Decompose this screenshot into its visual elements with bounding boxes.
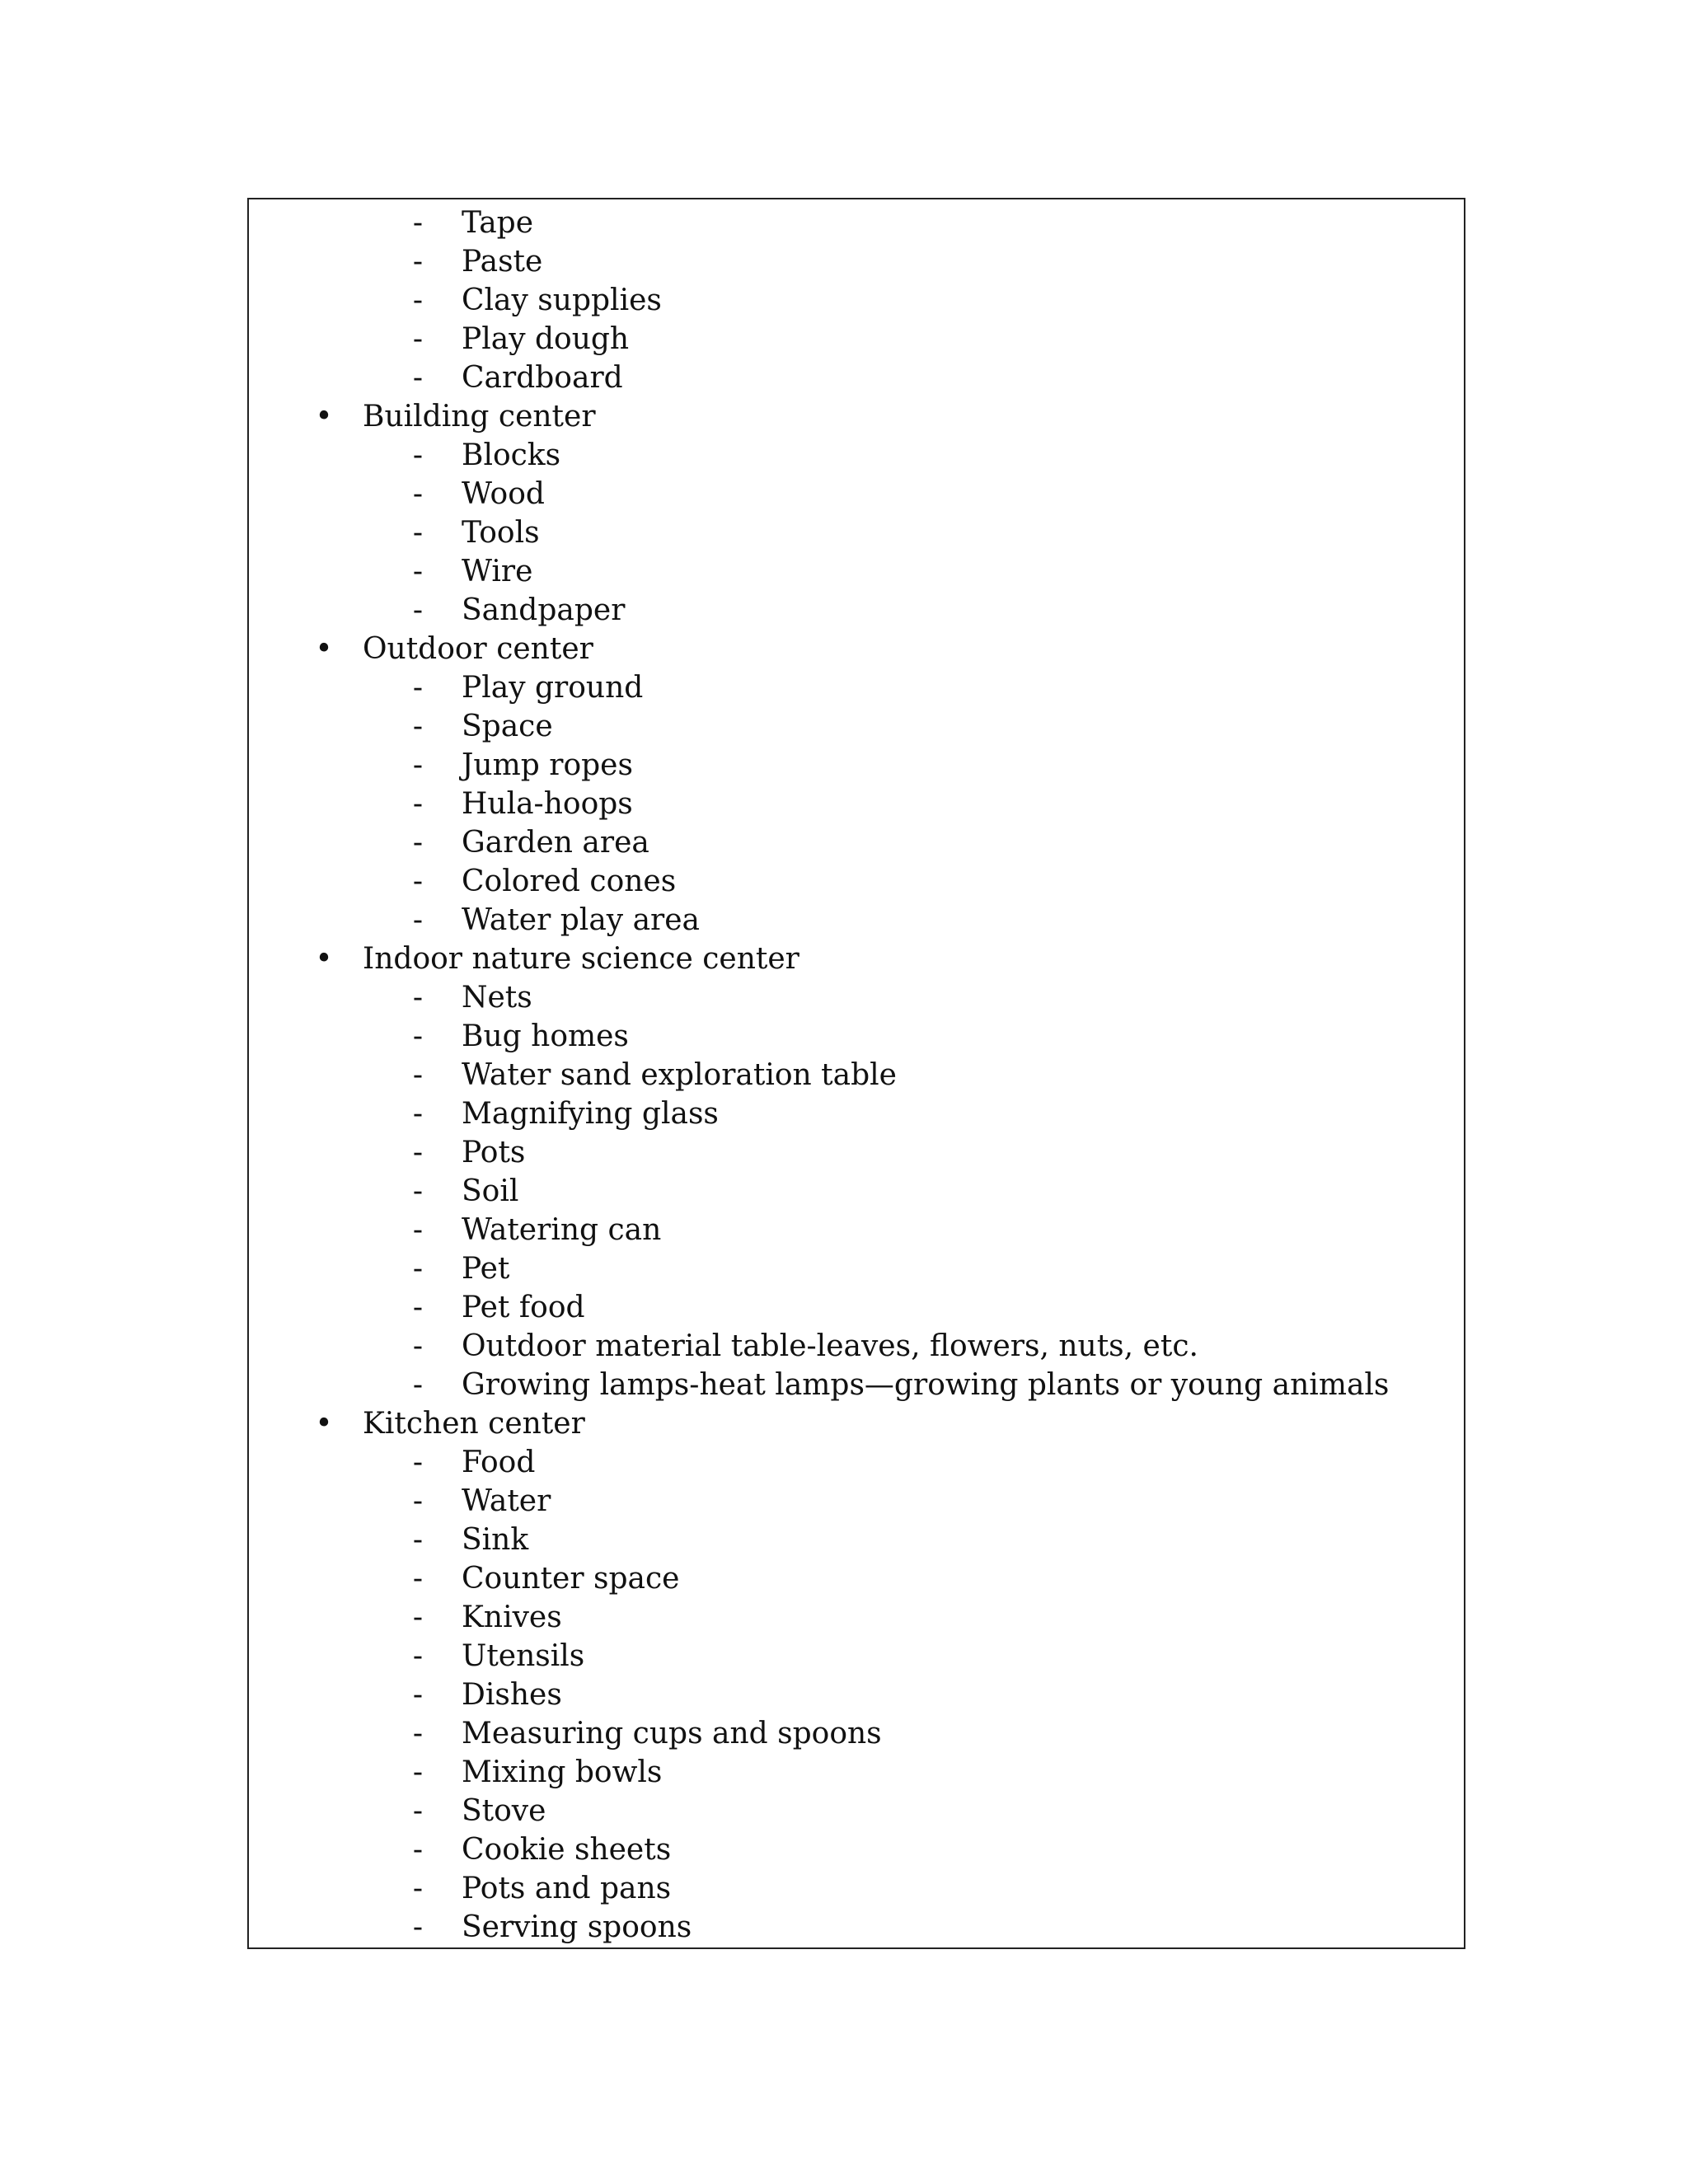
dash-marker: - bbox=[412, 361, 424, 395]
supply-list-item bbox=[249, 1521, 1464, 1559]
supply-item-text: Wire bbox=[462, 555, 533, 588]
center-heading-item bbox=[249, 1404, 1464, 1443]
dash-marker: - bbox=[412, 1213, 424, 1247]
dash-marker: - bbox=[412, 1562, 424, 1596]
dash-marker: - bbox=[412, 1794, 424, 1828]
supply-list-item bbox=[249, 204, 1464, 242]
center-heading-text: Outdoor center bbox=[363, 632, 593, 666]
dash-marker: - bbox=[412, 981, 424, 1015]
supply-item-text: Dishes bbox=[462, 1678, 562, 1712]
dash-marker: - bbox=[412, 1523, 424, 1557]
supply-item-text: Sink bbox=[462, 1523, 529, 1557]
supply-item-text: Pet bbox=[462, 1252, 510, 1286]
center-heading-item bbox=[249, 630, 1464, 668]
dash-marker: - bbox=[412, 1717, 424, 1750]
supply-list-item bbox=[249, 1249, 1464, 1288]
supply-list-item bbox=[249, 1133, 1464, 1172]
supply-list-item bbox=[249, 1327, 1464, 1366]
dash-marker: - bbox=[412, 322, 424, 356]
dash-marker: - bbox=[412, 1252, 424, 1286]
supply-list-item bbox=[249, 552, 1464, 591]
supply-item-text: Growing lamps-heat lamps—growing plants or young animals bbox=[462, 1368, 1390, 1402]
supply-item-text: Tools bbox=[462, 516, 540, 550]
supply-list-item bbox=[249, 862, 1464, 901]
dash-marker: - bbox=[412, 438, 424, 472]
supply-list-item bbox=[249, 1443, 1464, 1482]
dash-marker: - bbox=[412, 477, 424, 511]
dash-marker: - bbox=[412, 787, 424, 821]
supply-list-item bbox=[249, 1172, 1464, 1211]
dash-marker: - bbox=[412, 826, 424, 860]
dash-marker: - bbox=[412, 284, 424, 317]
supply-list-item bbox=[249, 707, 1464, 746]
supply-item-text: Play dough bbox=[462, 322, 630, 356]
dash-marker: - bbox=[412, 555, 424, 588]
supply-item-text: Cardboard bbox=[462, 361, 623, 395]
supply-item-text: Utensils bbox=[462, 1639, 585, 1673]
dash-marker: - bbox=[412, 1833, 424, 1867]
supply-item-text: Nets bbox=[462, 981, 532, 1015]
supply-list-item bbox=[249, 242, 1464, 281]
supply-item-text: Clay supplies bbox=[462, 284, 662, 317]
supply-item-text: Space bbox=[462, 710, 553, 743]
supply-list-item bbox=[249, 1211, 1464, 1249]
dash-marker: - bbox=[412, 1872, 424, 1905]
supply-item-text: Paste bbox=[462, 245, 543, 279]
dash-marker: - bbox=[412, 1136, 424, 1169]
supply-item-text: Play ground bbox=[462, 671, 644, 705]
supply-list-item bbox=[249, 668, 1464, 707]
dash-marker: - bbox=[412, 1446, 424, 1479]
supply-item-text: Pots bbox=[462, 1136, 526, 1169]
supply-list-item bbox=[249, 785, 1464, 823]
dash-marker: - bbox=[412, 1601, 424, 1634]
center-heading-text: Kitchen center bbox=[363, 1407, 585, 1441]
dash-marker: - bbox=[412, 516, 424, 550]
supply-item-text: Food bbox=[462, 1446, 536, 1479]
dash-marker: - bbox=[412, 865, 424, 898]
supply-list-item bbox=[249, 1094, 1464, 1133]
supply-item-text: Serving spoons bbox=[462, 1910, 692, 1944]
supply-item-text: Hula-hoops bbox=[462, 787, 633, 821]
dash-marker: - bbox=[412, 748, 424, 782]
supply-list-item bbox=[249, 1637, 1464, 1675]
supply-list-item bbox=[249, 746, 1464, 785]
supply-list-item bbox=[249, 1559, 1464, 1598]
bordered-list-box bbox=[247, 198, 1465, 1949]
dash-marker: - bbox=[412, 206, 424, 240]
bullet-marker: • bbox=[315, 942, 333, 976]
supply-list-item bbox=[249, 1598, 1464, 1637]
supply-list-item bbox=[249, 513, 1464, 552]
supply-list-item bbox=[249, 1830, 1464, 1869]
supply-list-item bbox=[249, 1675, 1464, 1714]
supply-item-text: Garden area bbox=[462, 826, 649, 860]
dash-marker: - bbox=[412, 1097, 424, 1131]
supply-list-item bbox=[249, 1366, 1464, 1404]
supply-list-item bbox=[249, 1753, 1464, 1792]
supply-item-text: Soil bbox=[462, 1174, 519, 1208]
supply-item-text: Watering can bbox=[462, 1213, 662, 1247]
supply-item-text: Counter space bbox=[462, 1562, 680, 1596]
supply-list-item bbox=[249, 320, 1464, 359]
dash-marker: - bbox=[412, 1484, 424, 1518]
supply-item-text: Bug homes bbox=[462, 1019, 629, 1053]
supply-list-item bbox=[249, 978, 1464, 1017]
dash-marker: - bbox=[412, 1755, 424, 1789]
supply-list-item bbox=[249, 823, 1464, 862]
supply-item-text: Blocks bbox=[462, 438, 561, 472]
dash-marker: - bbox=[412, 1019, 424, 1053]
supply-list-item bbox=[249, 591, 1464, 630]
dash-marker: - bbox=[412, 1329, 424, 1363]
dash-marker: - bbox=[412, 1058, 424, 1092]
supply-item-text: Colored cones bbox=[462, 865, 677, 898]
supply-item-text: Water play area bbox=[462, 903, 701, 937]
supply-item-text: Jump ropes bbox=[462, 748, 633, 782]
supply-list-item bbox=[249, 359, 1464, 397]
supply-list-item bbox=[249, 1714, 1464, 1753]
supply-item-text: Magnifying glass bbox=[462, 1097, 719, 1131]
dash-marker: - bbox=[412, 1368, 424, 1402]
center-heading-item bbox=[249, 940, 1464, 978]
bullet-marker: • bbox=[315, 400, 333, 434]
dash-marker: - bbox=[412, 1291, 424, 1324]
supply-item-text: Tape bbox=[462, 206, 534, 240]
dash-marker: - bbox=[412, 710, 424, 743]
supply-list-item bbox=[249, 901, 1464, 940]
dash-marker: - bbox=[412, 1910, 424, 1944]
supply-list-item bbox=[249, 1288, 1464, 1327]
dash-marker: - bbox=[412, 1639, 424, 1673]
supply-list-item bbox=[249, 1017, 1464, 1056]
supply-list-item bbox=[249, 1869, 1464, 1908]
dash-marker: - bbox=[412, 1678, 424, 1712]
supply-item-text: Cookie sheets bbox=[462, 1833, 672, 1867]
supply-item-text: Stove bbox=[462, 1794, 546, 1828]
supply-item-text: Sandpaper bbox=[462, 593, 626, 627]
supply-list-item bbox=[249, 1482, 1464, 1521]
dash-marker: - bbox=[412, 1174, 424, 1208]
bullet-marker: • bbox=[315, 1407, 333, 1441]
supply-item-text: Pet food bbox=[462, 1291, 585, 1324]
dash-marker: - bbox=[412, 671, 424, 705]
supply-list-item bbox=[249, 281, 1464, 320]
supply-item-text: Measuring cups and spoons bbox=[462, 1717, 882, 1750]
materials-list bbox=[249, 204, 1464, 1947]
center-heading-text: Indoor nature science center bbox=[363, 942, 799, 976]
supply-list-item bbox=[249, 1056, 1464, 1094]
bullet-marker: • bbox=[315, 632, 333, 666]
supply-item-text: Mixing bowls bbox=[462, 1755, 663, 1789]
supply-item-text: Water sand exploration table bbox=[462, 1058, 897, 1092]
supply-list-item bbox=[249, 1792, 1464, 1830]
supply-list-item bbox=[249, 1908, 1464, 1947]
supply-list-item bbox=[249, 475, 1464, 513]
supply-list-item bbox=[249, 436, 1464, 475]
supply-item-text: Water bbox=[462, 1484, 551, 1518]
center-heading-item bbox=[249, 397, 1464, 436]
supply-item-text: Pots and pans bbox=[462, 1872, 672, 1905]
supply-item-text: Wood bbox=[462, 477, 545, 511]
dash-marker: - bbox=[412, 593, 424, 627]
supply-item-text: Knives bbox=[462, 1601, 562, 1634]
dash-marker: - bbox=[412, 903, 424, 937]
supply-item-text: Outdoor material table-leaves, flowers, nuts, etc. bbox=[462, 1329, 1198, 1363]
center-heading-text: Building center bbox=[363, 400, 596, 434]
dash-marker: - bbox=[412, 245, 424, 279]
